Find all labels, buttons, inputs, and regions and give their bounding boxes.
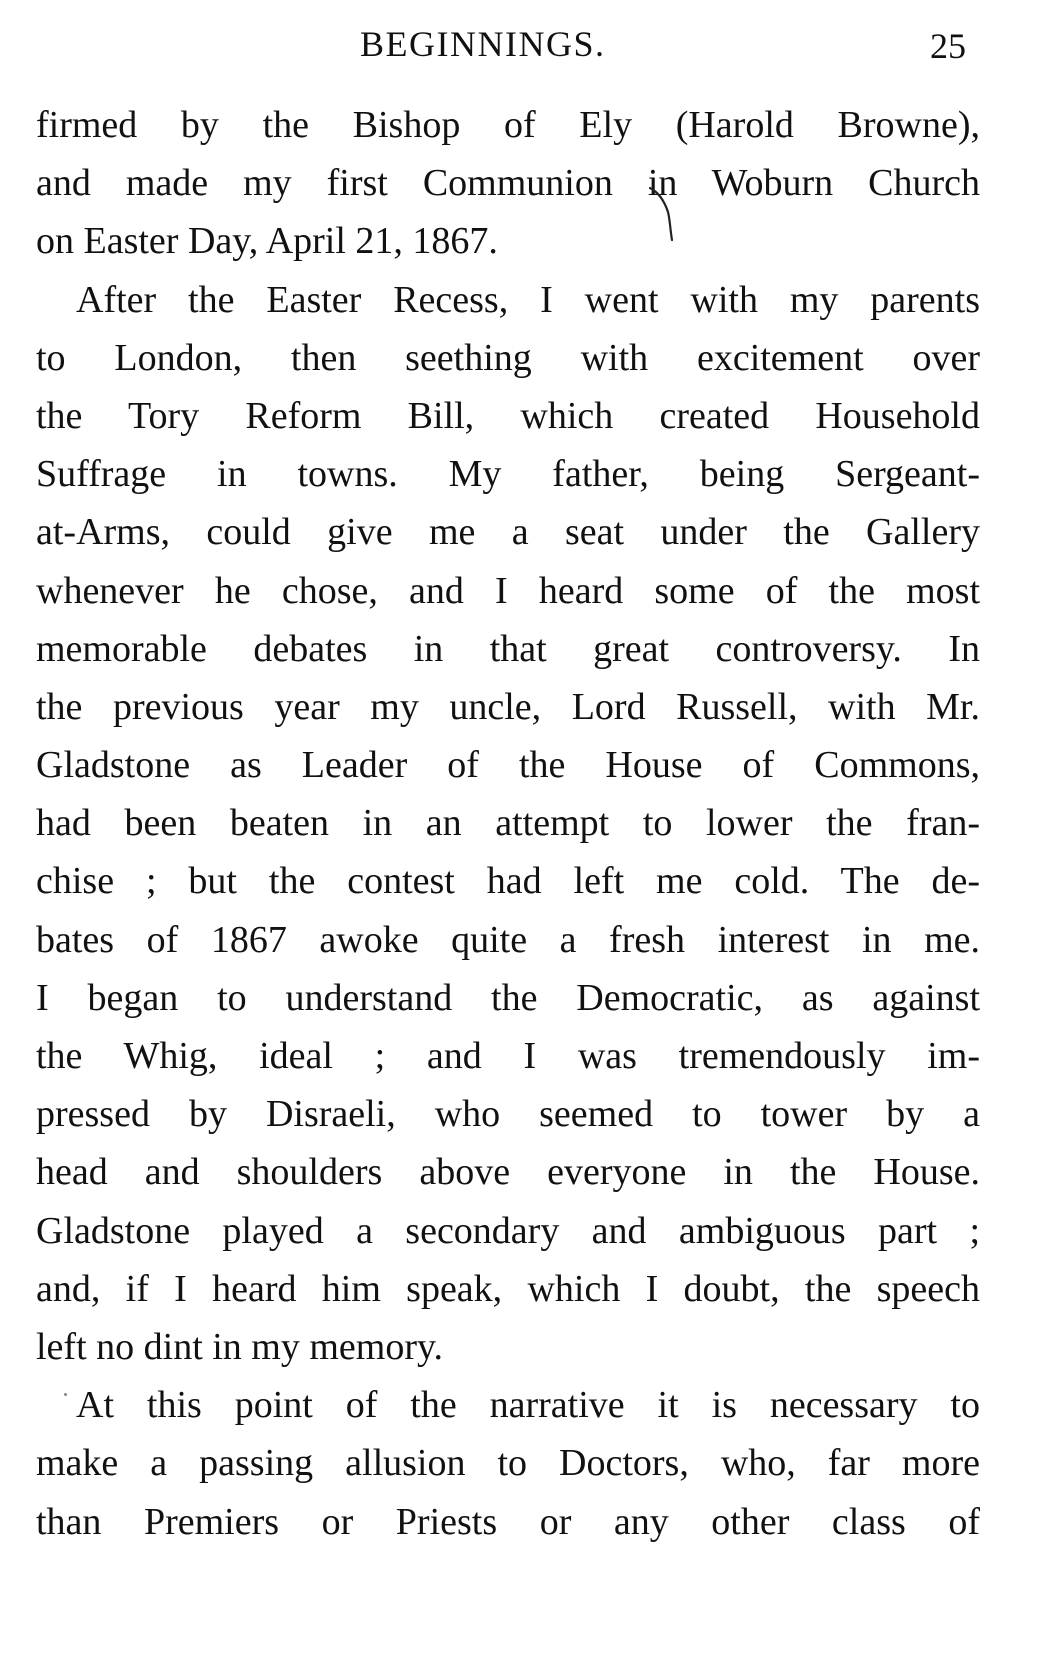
text-line: Suffrage in towns. My father, being Sergeant- bbox=[36, 453, 980, 496]
paragraph-first-line: At this point of the narrative it is necessary to bbox=[76, 1384, 980, 1427]
running-head: BEGINNINGS. bbox=[360, 24, 606, 64]
text-line: and, if I heard him speak, which I doubt, the speech bbox=[36, 1267, 980, 1310]
text-line: to London, then seething with excitement over bbox=[36, 336, 980, 379]
text-line: Gladstone played a secondary and ambiguous part ; bbox=[36, 1209, 980, 1252]
text-line: memorable debates in that great controversy. In bbox=[36, 627, 980, 670]
text-line: I began to understand the Democratic, as against bbox=[36, 976, 980, 1019]
body-text bbox=[36, 96, 980, 1551]
text-line: the previous year my uncle, Lord Russell, with Mr. bbox=[36, 685, 980, 728]
text-line: chise ; but the contest had left me cold. The de- bbox=[36, 860, 980, 903]
text-line: and made my first Communion in Woburn Church bbox=[36, 162, 980, 205]
insertion-mark-icon bbox=[648, 178, 684, 248]
text-line: make a passing allusion to Doctors, who, far more bbox=[36, 1442, 980, 1485]
text-line: than Premiers or Priests or any other class of bbox=[36, 1500, 980, 1543]
text-line: bates of 1867 awoke quite a fresh interest in me. bbox=[36, 918, 980, 961]
text-line: Gladstone as Leader of the House of Commons, bbox=[36, 744, 980, 787]
print-speck bbox=[64, 1393, 67, 1396]
text-line: had been beaten in an attempt to lower the fran- bbox=[36, 802, 980, 845]
text-line: head and shoulders above everyone in the House. bbox=[36, 1151, 980, 1194]
text-line: on Easter Day, April 21, 1867. bbox=[36, 220, 498, 263]
text-line: at-Arms, could give me a seat under the Gallery bbox=[36, 511, 980, 554]
paragraph-first-line: After the Easter Recess, I went with my parents bbox=[76, 278, 980, 321]
text-line: left no dint in my memory. bbox=[36, 1325, 444, 1368]
text-line: the Tory Reform Bill, which created Household bbox=[36, 394, 980, 437]
page-number: 25 bbox=[930, 26, 966, 66]
text-line: pressed by Disraeli, who seemed to tower by a bbox=[36, 1093, 980, 1136]
text-line: firmed by the Bishop of Ely (Harold Browne), bbox=[36, 104, 980, 146]
text-line: whenever he chose, and I heard some of the most bbox=[36, 569, 980, 612]
text-line: the Whig, ideal ; and I was tremendously im- bbox=[36, 1035, 980, 1077]
